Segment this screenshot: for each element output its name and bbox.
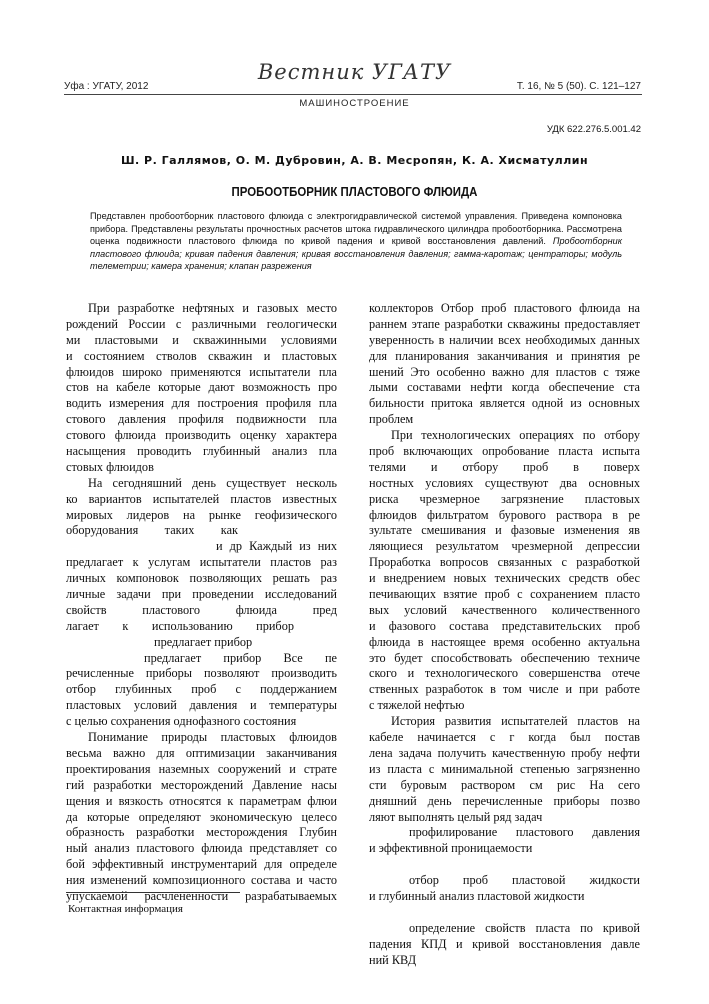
body-line: стового флюида производить оценку характера	[66, 428, 337, 443]
body-line: предлагает прибор	[154, 634, 253, 649]
body-line: проблем	[369, 412, 414, 427]
body-line: с целью сохранения однофазного состояния	[66, 714, 297, 729]
body-line: предлагает прибор Все пе	[144, 650, 337, 665]
body-line: и фазового состава представительских проб	[369, 618, 640, 633]
body-line: мировых лидеров на рынке геофизического	[66, 507, 337, 522]
body-line: При технологических операциях по отбору	[391, 428, 640, 443]
footnote-divider	[66, 892, 240, 893]
body-line: предлагает к услугам испытатели пластов раз	[66, 555, 337, 570]
body-line: профилирование пластового давления	[409, 825, 640, 840]
body-line: лагает к использованию прибор	[66, 618, 294, 633]
journal-logo: Вестник УГАТУ	[257, 60, 452, 84]
body-line: ми пластовыми и скважинными условиями	[66, 332, 337, 347]
left-column	[66, 301, 337, 905]
body-line: зультате смешивания и фазовые изменения яв	[369, 523, 640, 538]
abstract-keywords: Пробоотборник пластового флюида; кривая падения давления; кривая восстановления давления; гамма-каротаж; центраторы; модуль телеметрии; камера хранения; клапан разрежения	[90, 236, 622, 272]
body-line: проб включающих опробование пласта испыта	[369, 444, 640, 459]
abstract-text: Представлен пробоотборник пластового флюида с электрогидравлической системой управления. Приведена компоновка прибора. Представлены результаты прочностных расчетов штока гидравлического цилиндра пробоотборника. Рассмотрена оценка подвижности пластового флюида по кривой падения и кривой восстановления давлений.	[90, 211, 622, 247]
body-line: пластовых условий давления и температуры	[66, 698, 337, 713]
header-city-publisher: Уфа : УГАТУ, 2012	[64, 81, 149, 92]
body-line: ственных разработок в том числе и при работе	[369, 682, 640, 697]
body-line: На сегодняшний день существует несколь	[88, 475, 337, 490]
body-line: флюида в настоящее время особенно актуальна	[369, 634, 640, 649]
body-line: свойств пластового флюида пред	[66, 602, 337, 617]
body-line: шений Это особенно важно для пластов с тяже	[369, 364, 640, 379]
body-line: лыми составами нефти когда обеспечение ста	[369, 380, 640, 395]
body-line: риска чрезмерное загрязнение пластовых	[369, 491, 640, 506]
body-line: отбор глубинных проб с поддержанием	[66, 682, 337, 697]
body-line: ского и технологического совершенства отече	[369, 666, 640, 681]
body-line: бой эффективный инструментарий для определе	[66, 857, 337, 872]
body-line: и состоянием стволов скважин и пластовых	[66, 348, 337, 363]
body-line: бильности притока является одной из основных	[369, 396, 640, 411]
body-line: личные задачи при проведении исследований	[66, 587, 337, 602]
body-line: щения и вязкость относятся к параметрам флюи	[66, 793, 337, 808]
body-line: ляют выполнять целый ряд задач	[369, 809, 543, 824]
paper-title: ПРОБООТБОРНИК ПЛАСТОВОГО ФЛЮИДА	[231, 184, 478, 199]
body-line: для планирования заканчивания и принятия ре	[369, 348, 640, 363]
right-column	[369, 301, 640, 968]
body-line: с тяжелой нефтью	[369, 698, 465, 713]
body-line: флюидов широко применяются испытатели пла	[66, 364, 337, 379]
body-line: и др Каждый из них	[216, 539, 337, 554]
footnote-contact: Контактная информация	[68, 903, 183, 915]
body-line: вых условий качественного количественного	[369, 602, 640, 617]
abstract	[90, 210, 622, 273]
body-line: проектирования наземных сооружений и страте	[66, 761, 337, 776]
body-line: История развития испытателей пластов на	[391, 714, 640, 729]
body-line: уверенность в наличии всех необходимых данных	[369, 332, 640, 347]
body-line	[369, 857, 640, 873]
body-line: коллекторов Отбор проб пластового флюида на	[369, 301, 640, 315]
body-line: При разработке нефтяных и газовых место	[88, 301, 337, 315]
body-line: стовых флюидов	[66, 459, 154, 474]
body-line: ный анализ пластового флюида представляет со	[66, 841, 337, 856]
udk-code: УДК 622.276.5.001.42	[546, 124, 641, 135]
section-name: МАШИНОСТРОЕНИЕ	[299, 98, 410, 109]
body-line: ностных условиях существуют два основных	[369, 475, 640, 490]
header-divider	[64, 94, 642, 95]
body-line: образность разработки месторождения Глубин	[66, 825, 337, 840]
body-line: отбор проб пластовой жидкости	[409, 873, 640, 888]
body-line: речисленные приборы позволяют производить	[66, 666, 337, 681]
body-line: телями и отбору проб в поверх	[369, 459, 640, 474]
body-line: Проработка вопросов связанных с разработкой	[369, 555, 640, 570]
body-line: печивающих взятие проб с сохранением пласто	[369, 587, 640, 602]
body-line: упускаемой расчлененности разрабатываемых	[66, 888, 337, 903]
body-line: кабеле начинается с г когда был постав	[369, 730, 640, 745]
header-volume: Т. 16, № 5 (50). С. 121–127	[516, 81, 641, 92]
body-line: и глубинный анализ пластовой жидкости	[369, 888, 585, 903]
body-line: лена задача получить качественную пробу нефти	[369, 745, 640, 760]
body-line: дняшний день перечисленные приборы позво	[369, 793, 640, 808]
body-line: весьма важно для оптимизации заканчивания	[66, 745, 337, 760]
body-line: гий разработки месторождений Давление насы	[66, 777, 337, 792]
body-line: ний КВД	[369, 952, 417, 967]
body-line: и внедрением новых технических средств обес	[369, 571, 640, 586]
body-line: стов на кабеле которые дают возможность про	[66, 380, 337, 395]
body-line: определение свойств пласта по кривой	[409, 920, 640, 935]
body-line: сти буровым раствором см рис На сего	[369, 777, 640, 792]
body-line: ко вариантов испытателей пластов известных	[66, 491, 337, 506]
body-line: из пласта с минимальной степенью загрязненно	[369, 761, 640, 776]
body-line: оборудования таких как	[66, 523, 238, 538]
body-line: и эффективной проницаемости	[369, 841, 533, 856]
body-line: ния изменений композиционного состава и часто	[66, 873, 337, 888]
body-line: ляющиеся результатом чрезмерной депрессии	[369, 539, 640, 554]
body-line: насыщения проводить глубинный анализ пла	[66, 444, 337, 459]
body-line	[369, 905, 640, 921]
body-line: личных компоновок позволяющих решать раз	[66, 571, 337, 586]
body-line: Понимание природы пластовых флюидов	[88, 730, 337, 745]
authors: Ш. Р. Галлямов, О. М. Дубровин, А. В. Месропян, К. А. Хисматуллин	[120, 154, 589, 167]
body-line: рождений России с различными геологически	[66, 316, 337, 331]
body-line: это будет способствовать обеспечению техниче	[369, 650, 640, 665]
body-line: водить измерения для построения профиля пла	[66, 396, 337, 411]
body-line: да которые определяют экономическую целесо	[66, 809, 337, 824]
body-line: падения КПД и кривой восстановления давле	[369, 936, 640, 951]
body-line: флюидов фильтратом бурового раствора в ре	[369, 507, 640, 522]
body-line: раннем этапе разработки скважины предоставляет	[369, 316, 640, 331]
body-line: стового давления профиля подвижности пла	[66, 412, 337, 427]
